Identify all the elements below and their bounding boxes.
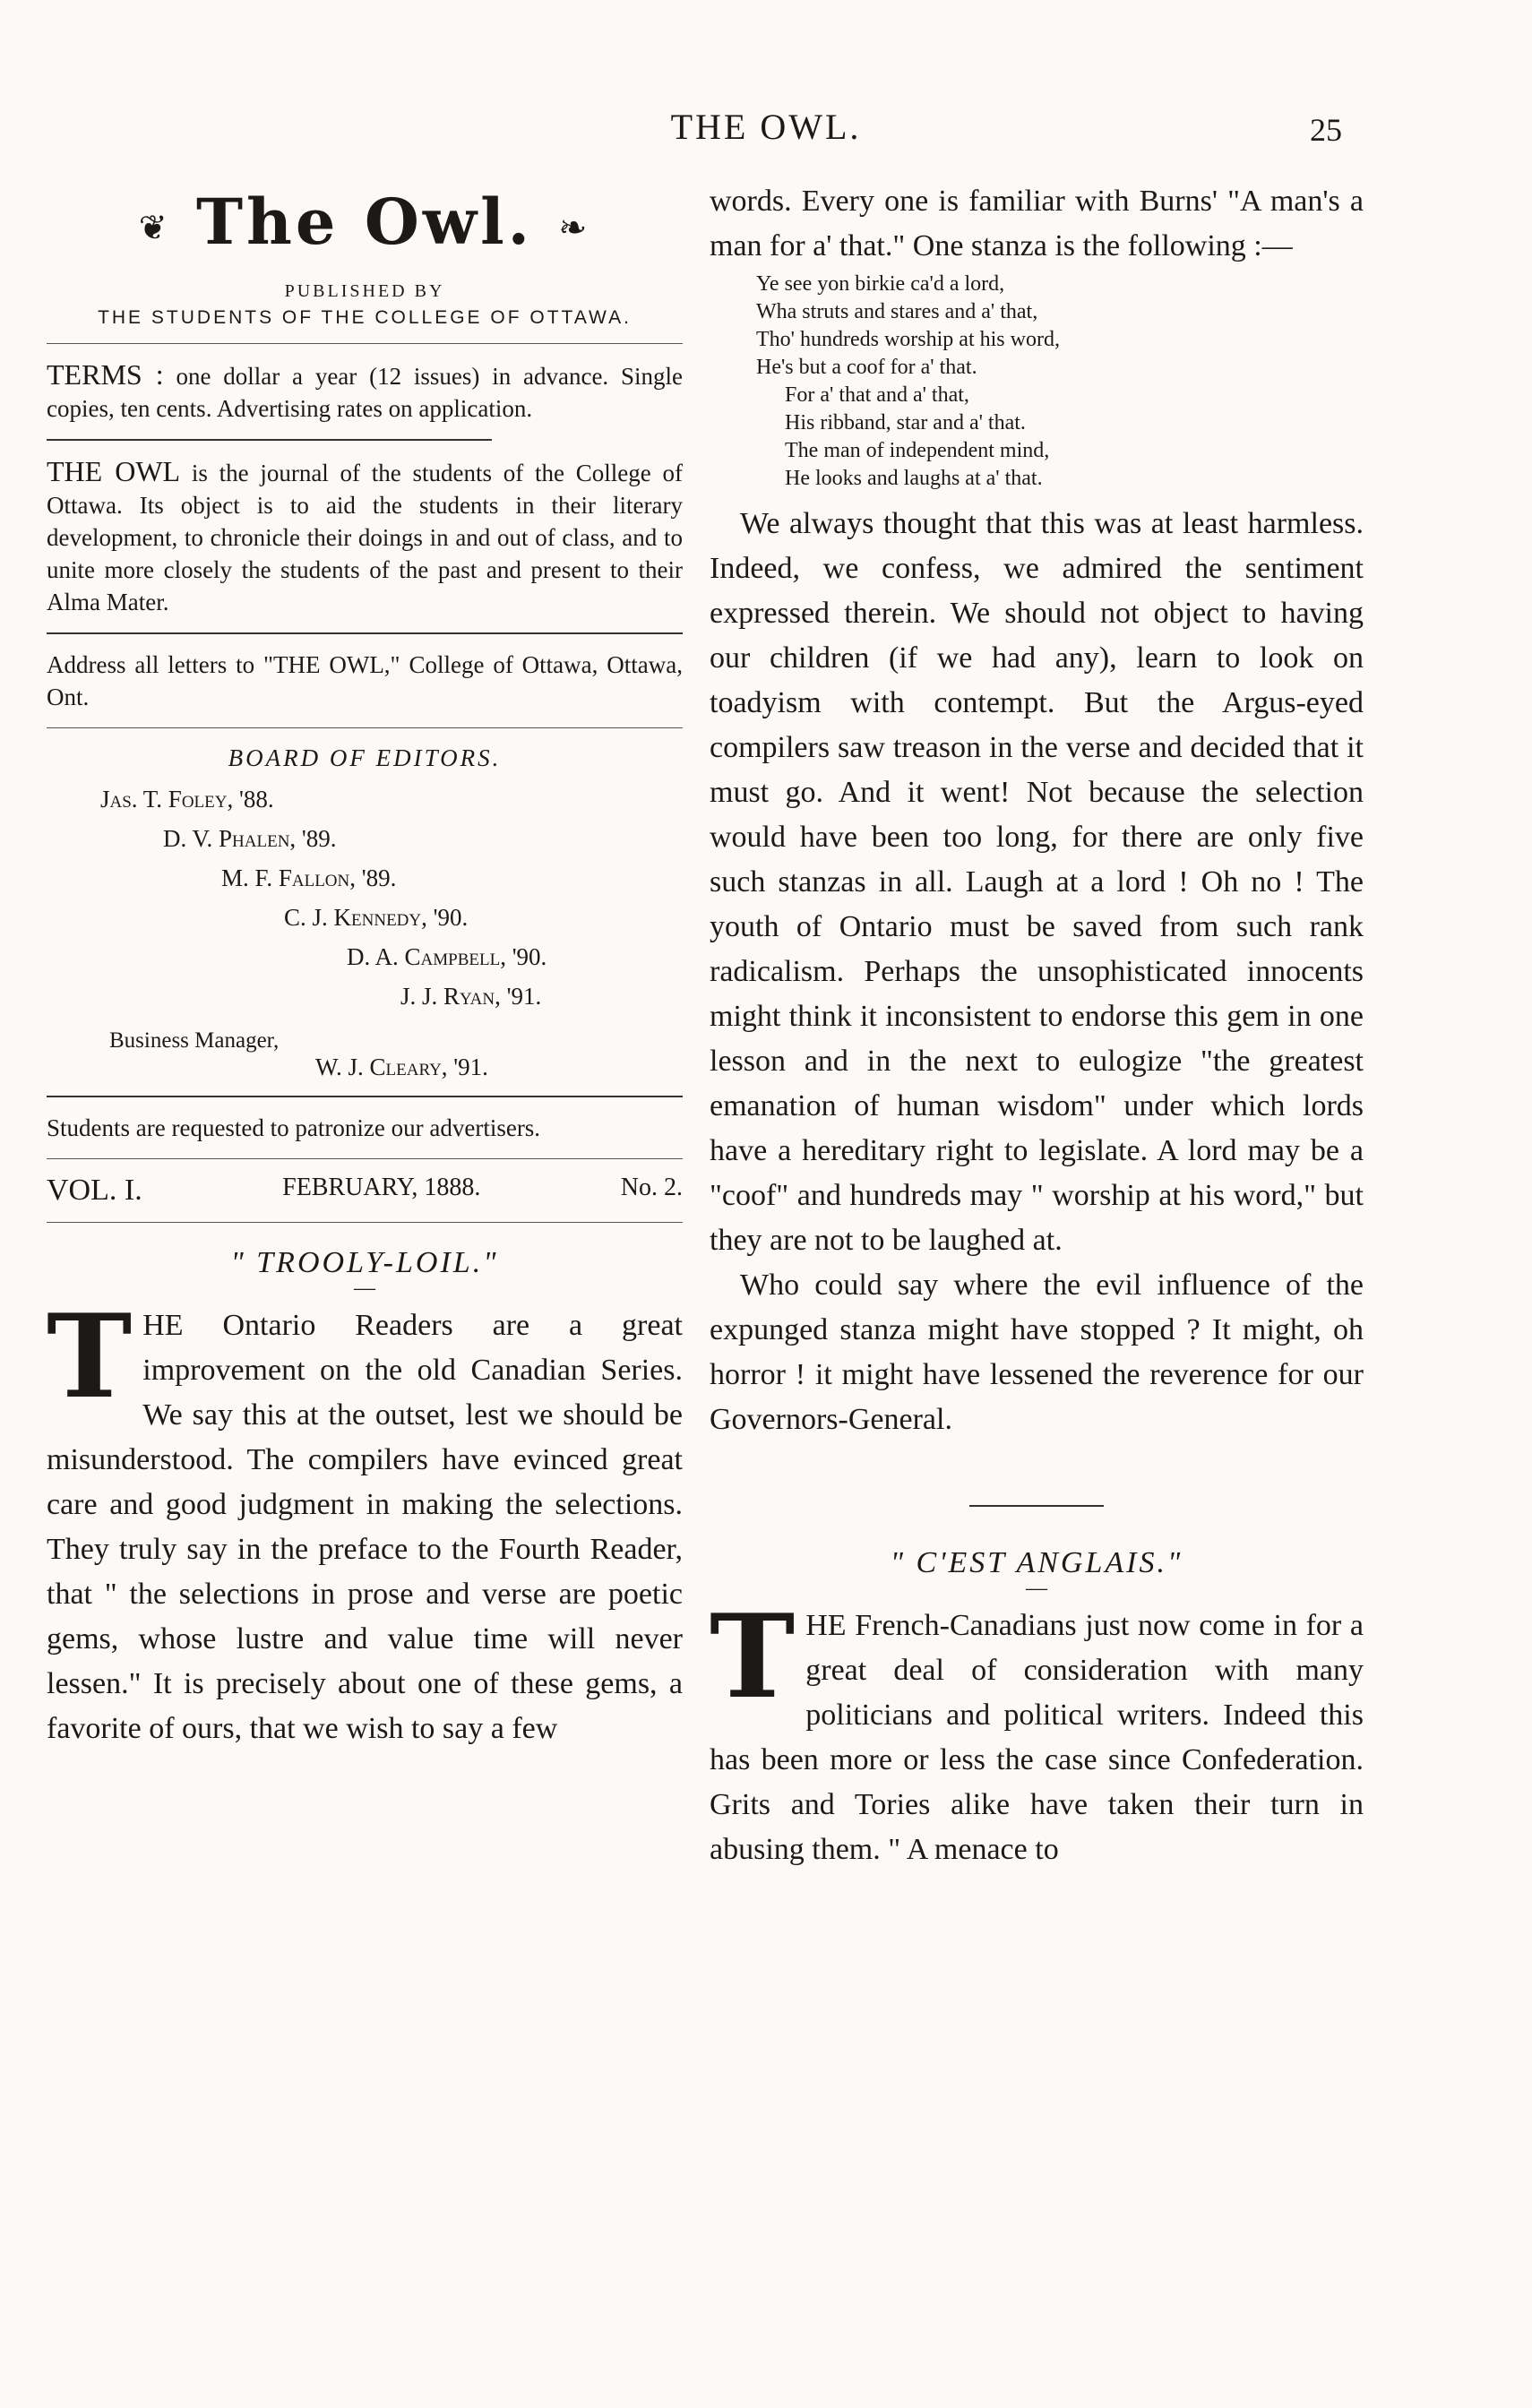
poem-line: The man of independent mind, xyxy=(785,439,1050,462)
poem-line: Tho' hundreds worship at his word, xyxy=(756,328,1060,351)
article-paragraph: words. Every one is familiar with Burns' "A man's a man for a' that." One stanza is the following :— xyxy=(710,185,1364,262)
right-ornament-icon: ❧ xyxy=(558,208,591,247)
terms-notice xyxy=(47,358,683,425)
running-title: THE OWL. xyxy=(670,107,862,147)
poem-line: He looks and laughs at a' that. xyxy=(785,467,1043,490)
poem-line: Ye see yon birkie ca'd a lord, xyxy=(756,272,1005,296)
issue-number: No. 2. xyxy=(620,1174,683,1201)
address-notice: Address all letters to "THE OWL," College of Ottawa, Ottawa, Ont. xyxy=(47,651,683,710)
editor-name: D. A. Campbell, '90. xyxy=(347,943,547,970)
article-paragraph xyxy=(710,1590,1364,1872)
issue-date: FEBRUARY, 1888. xyxy=(282,1174,481,1201)
about-text: is the journal of the students of the College of Ottawa. Its object is to aid the students in their literary development, to chronicle their doings in and out of class, and to unite more closely the students of the past and present to their Alma Mater. xyxy=(47,460,684,615)
editor-name: Jas. T. Foley, '88. xyxy=(100,786,274,813)
poem-line: He's but a coof for a' that. xyxy=(756,356,977,379)
publisher-line: THE STUDENTS OF THE COLLEGE OF OTTAWA. xyxy=(98,307,632,328)
masthead-title: The Owl. xyxy=(195,185,534,259)
masthead xyxy=(47,185,683,262)
business-manager-name: W. J. Cleary, '91. xyxy=(315,1054,488,1080)
published-by: PUBLISHED BY xyxy=(284,281,445,301)
left-column xyxy=(47,179,683,1751)
editor-name: M. F. Fallon, '89. xyxy=(221,864,397,891)
title-dash: — xyxy=(1026,1577,1047,1600)
poem-line: Wha struts and stares and a' that, xyxy=(756,300,1038,323)
terms-lead: TERMS : xyxy=(47,358,164,391)
title-dash: — xyxy=(354,1277,375,1300)
section-separator xyxy=(969,1505,1104,1507)
article-paragraph: We always thought that this was at least harmless. Indeed, we confess, we admired the sentiment expressed therein. We should not object to having our children (if we had any), learn to look on toadyism with contempt. But the Argus-eyed compilers saw treason in the verse and decided that it must go. And it went! Not because the selection would have been too long, for there are only five such stanzas in all. Laugh at a lord ! Oh no ! The youth of Ontario must be saved from such rank radicalism. Perhaps the unsophisticated innocents might think it inconsistent to endorse this gem in one lesson and in the next to eulogize "the greatest emanation of human wisdom" under which lords have a hereditary right to legislate. A lord may be a "coof" and hundreds may " worship at his word," but they are not to be laughed at. xyxy=(710,507,1364,1257)
terms-text: one dollar a year (12 issues) in advance. Single copies, ten cents. Advertising rates on application. xyxy=(47,363,683,422)
editor-list xyxy=(47,779,683,1016)
paragraph-text: HE French-Canadians just now come in for a great deal of consideration with many politicians and political writers. Indeed this has been more or less the case since Confederation. Grits and Tories alike have taken their turn in abusing them. " A menace to xyxy=(710,1609,1364,1866)
paragraph-text: HE Ontario Readers are a great improvement on the old Canadian Series. We say this at the outset, lest we should be misunderstood. The compilers have evinced great care and good judgment in making the selections. They truly say in the preface to the Fourth Reader, that " the selections in prose and verse are poetic gems, whose lustre and value time will never lessen." It is precisely about one of these gems, a favorite of ours, that we wish to say a few xyxy=(47,1309,683,1745)
article-title: " TROOLY-LOIL." xyxy=(230,1246,499,1279)
business-manager-label: Business Manager, xyxy=(109,1028,280,1053)
article-paragraph: Who could say where the evil influence of the expunged stanza might have stopped ? It might, oh horror ! it might have lessened the reverence for our Governors-General. xyxy=(710,1268,1364,1436)
poem-line: For a' that and a' that, xyxy=(785,383,969,407)
about-notice xyxy=(47,455,683,618)
divider xyxy=(47,439,492,441)
article-title: " C'EST ANGLAIS." xyxy=(890,1546,1183,1579)
volume: VOL. I. xyxy=(47,1174,142,1207)
page-number: 25 xyxy=(1310,112,1342,148)
left-ornament-icon: ❦ xyxy=(138,208,171,247)
right-column xyxy=(710,179,1364,1872)
divider xyxy=(47,1158,683,1159)
poem-stanza xyxy=(756,271,1364,493)
drop-cap: T xyxy=(710,1590,796,1724)
divider xyxy=(47,1096,683,1097)
divider xyxy=(47,1222,683,1223)
poem-line: His ribband, star and a' that. xyxy=(785,411,1026,434)
drop-cap: T xyxy=(47,1290,133,1424)
issue-line xyxy=(47,1174,683,1208)
about-lead: THE OWL xyxy=(47,455,181,487)
editor-name: J. J. Ryan, '91. xyxy=(400,983,542,1010)
divider xyxy=(47,632,683,634)
divider xyxy=(47,343,683,344)
article-paragraph xyxy=(47,1290,683,1751)
editor-name: C. J. Kennedy, '90. xyxy=(284,904,469,931)
board-title: BOARD OF EDITORS. xyxy=(228,744,502,771)
advertisers-notice: Students are requested to patronize our advertisers. xyxy=(47,1114,541,1141)
editor-name: D. V. Phalen, '89. xyxy=(163,825,337,852)
divider xyxy=(47,727,683,728)
